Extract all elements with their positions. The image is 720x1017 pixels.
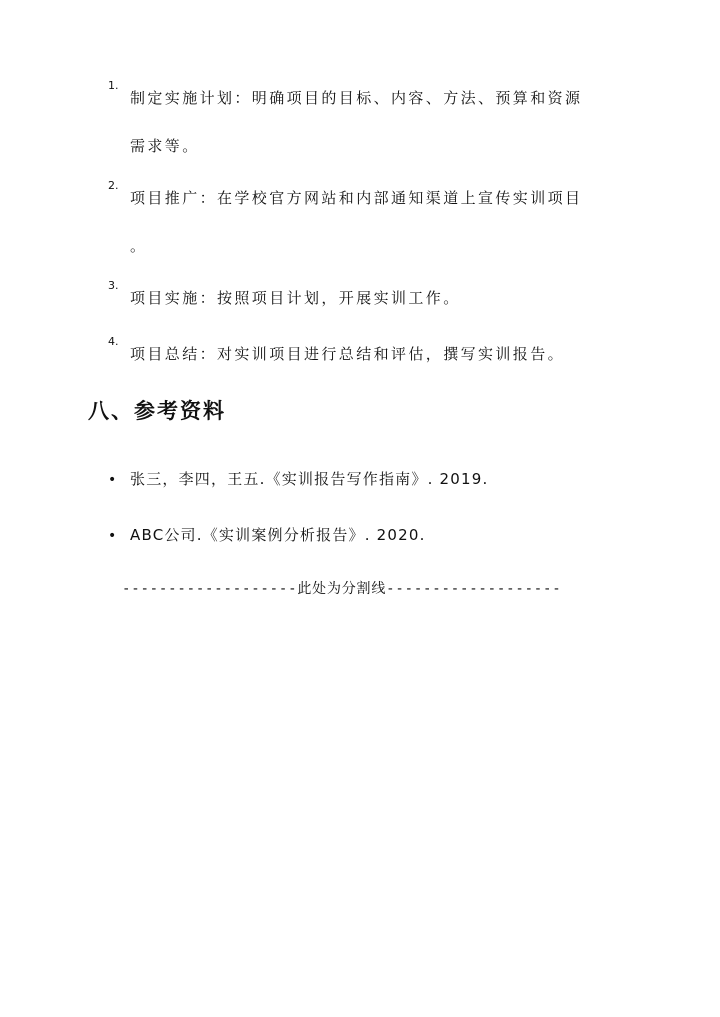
list-item-text — [130, 274, 628, 322]
list-item-step-1 — [108, 74, 628, 170]
list-item-line: 。 — [130, 237, 148, 255]
list-number: 4. — [108, 335, 119, 348]
list-number: 2. — [108, 179, 119, 192]
list-item-line: 项目实施：按照项目计划，开展实训工作。 — [130, 289, 461, 307]
reference-item — [108, 468, 488, 491]
list-item-line: 项目总结：对实训项目进行总结和评估，撰写实训报告。 — [130, 345, 566, 363]
list-number: 3. — [108, 279, 119, 292]
list-item-step-3 — [108, 274, 628, 322]
reference-item — [108, 524, 426, 547]
list-item-step-2 — [108, 174, 628, 270]
list-item-text — [130, 174, 628, 270]
bullet: • — [108, 472, 118, 488]
section-divider: -------------------此处为分割线------------------- — [122, 581, 562, 597]
bullet: • — [108, 528, 118, 544]
list-item-line: 制定实施计划：明确项目的目标、内容、方法、预算和资源 — [130, 89, 583, 107]
section-heading: 八、参考资料 — [88, 399, 226, 423]
list-number: 1. — [108, 79, 119, 92]
reference-text: 张三，李四，王五.《实训报告写作指南》. 2019. — [130, 470, 489, 488]
list-item-step-4 — [108, 330, 628, 378]
reference-text: ABC公司.《实训案例分析报告》. 2020. — [130, 526, 426, 544]
list-item-text — [130, 330, 628, 378]
list-item-line: 项目推广：在学校官方网站和内部通知渠道上宣传实训项目 — [130, 189, 583, 207]
list-item-line: 需求等。 — [130, 137, 200, 155]
list-item-text — [130, 74, 628, 170]
